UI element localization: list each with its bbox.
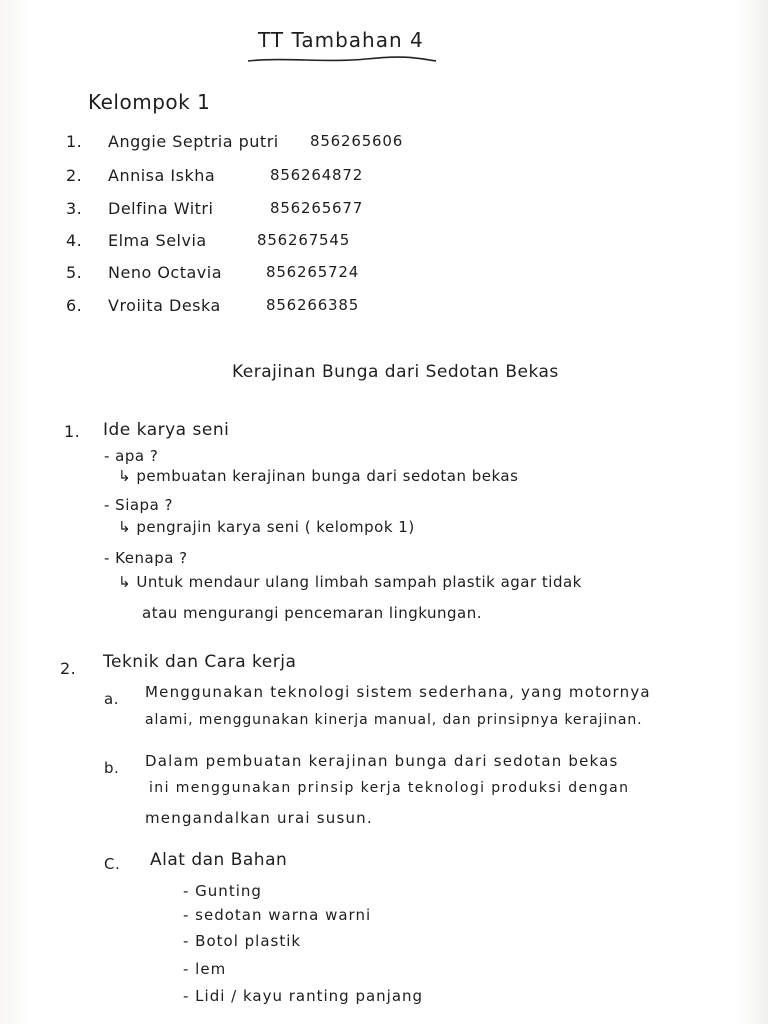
part-1-heading: Ide karya seni (103, 420, 230, 440)
member-name: Anggie Septria putri (108, 132, 279, 151)
member-nim: 856265677 (270, 199, 364, 217)
item-b-line-1: Dalam pembuatan kerajinan bunga dari sedotan bekas (145, 752, 619, 770)
member-nim: 856265724 (266, 263, 360, 281)
material-item: - Gunting (183, 882, 262, 900)
answer-why-line-2: atau mengurangi pencemaran lingkungan. (142, 604, 482, 622)
material-item: - lem (183, 960, 227, 978)
question-why: - Kenapa ? (104, 549, 188, 567)
group-heading: Kelompok 1 (88, 90, 211, 114)
member-name: Neno Octavia (108, 263, 223, 282)
title-underline (246, 55, 438, 65)
answer-who: ↳ pengrajin karya seni ( kelompok 1) (118, 518, 415, 536)
member-number: 1. (66, 132, 83, 151)
member-name: Elma Selvia (108, 231, 207, 250)
member-name: Annisa Iskha (108, 166, 216, 185)
member-nim: 856266385 (266, 296, 360, 314)
item-c-heading: Alat dan Bahan (150, 850, 288, 870)
member-nim: 856264872 (270, 166, 364, 184)
material-item: - Botol plastik (183, 932, 302, 950)
item-b-line-2: ini menggunakan prinsip kerja teknologi produksi dengan (149, 780, 630, 796)
question-what: - apa ? (104, 447, 159, 465)
member-number: 4. (66, 231, 83, 250)
member-number: 6. (66, 296, 83, 315)
part-1-number: 1. (64, 422, 81, 441)
member-number: 5. (66, 263, 83, 282)
question-who: - Siapa ? (104, 496, 174, 514)
answer-why-line-1: ↳ Untuk mendaur ulang limbah sampah plastik agar tidak (118, 573, 582, 591)
member-name: Vroiita Deska (108, 296, 221, 315)
member-number: 2. (66, 166, 83, 185)
answer-what: ↳ pembuatan kerajinan bunga dari sedotan bekas (118, 467, 519, 485)
member-number: 3. (66, 199, 83, 218)
part-2-heading: Teknik dan Cara kerja (103, 652, 297, 672)
material-item: - Lidi / kayu ranting panjang (183, 987, 424, 1005)
item-b-line-3: mengandalkan urai susun. (145, 809, 373, 827)
member-nim: 856265606 (310, 132, 404, 150)
page-title: TT Tambahan 4 (258, 28, 424, 52)
member-name: Delfina Witri (108, 199, 214, 218)
item-b-label: b. (104, 759, 120, 777)
material-item: - sedotan warna warni (183, 906, 372, 924)
member-nim: 856267545 (257, 231, 351, 249)
item-a-label: a. (104, 690, 119, 708)
section-title: Kerajinan Bunga dari Sedotan Bekas (232, 362, 559, 382)
part-2-number: 2. (60, 659, 77, 678)
item-c-label: C. (104, 855, 121, 873)
item-a-line-2: alami, menggunakan kinerja manual, dan prinsipnya kerajinan. (145, 712, 643, 728)
item-a-line-1: Menggunakan teknologi sistem sederhana, yang motornya (145, 683, 651, 701)
